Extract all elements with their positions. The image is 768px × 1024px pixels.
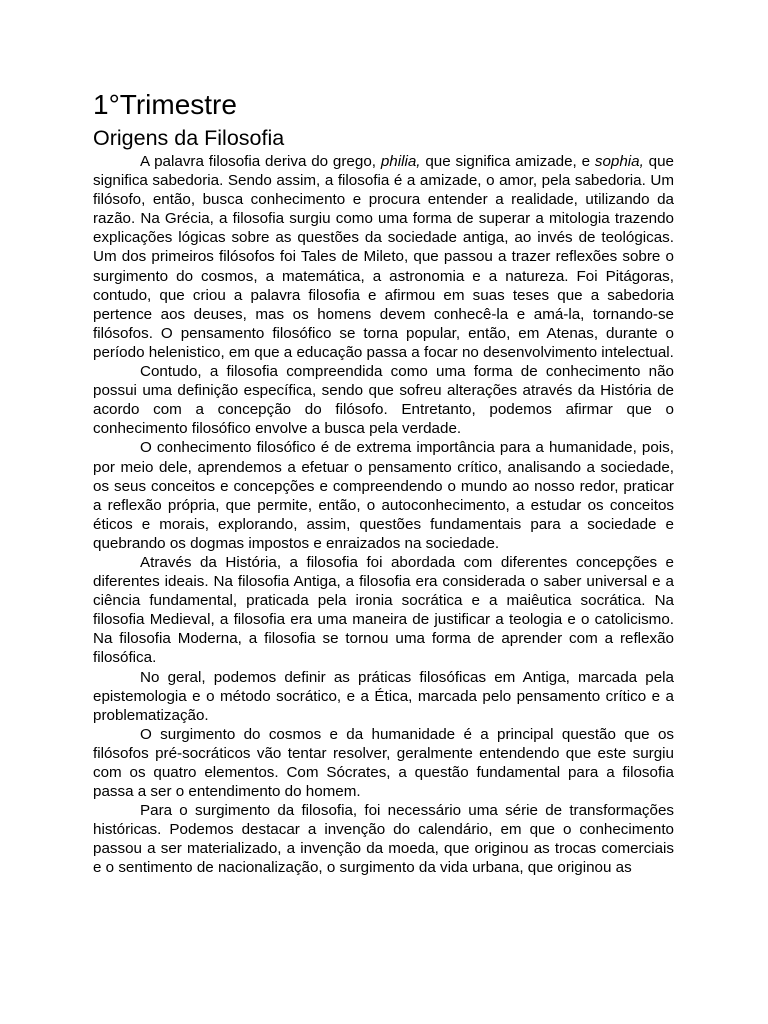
page-title: 1°Trimestre (93, 89, 237, 120)
paragraph-5: No geral, podemos definir as práticas filosóficas em Antiga, marcada pela epistemologia e o método socrático, e a Ética, marcada pelo pensamento crítico e a problematização. (93, 668, 674, 724)
paragraph-1 (93, 152, 674, 362)
document-page (93, 88, 674, 878)
paragraph-6: O surgimento do cosmos e da humanidade é a principal questão que os filósofos pré-socráticos vão tentar resolver, geralmente entendendo que este surgiu com os quatro elementos. Com Sócrates, a questão fundamental para a filosofia passa a ser o entendimento do homem. (93, 725, 674, 801)
paragraph-1-text-a: A palavra filosofia deriva do grego, (140, 153, 381, 170)
paragraph-1-text-c: que significa sabedoria. Sendo assim, a filosofia é a amizade, o amor, pela sabedoria. Um filósofo, então, busca conhecimento e procura entender a realidade, utilizando da razão. Na Grécia, a filosofia surgiu como uma forma de superar a mitologia trazendo explicações lógicas sobre as questões da sociedade antiga, ao invés de teológicas. Um dos primeiros filósofos foi Tales de Mileto, que passou a trazer reflexões sobre o surgimento do cosmos, a matemática, a astronomia e a natureza. Foi Pitágoras, contudo, que criou a palavra filosofia e afirmou em suas teses que a sabedoria pertence aos deuses, mas os homens devem conhecê-la e amá-la, tornando-se filósofos. O pensamento filosófico se torna popular, então, em Atenas, durante o período helenistico, em que a educação passa a focar no desenvolvimento intelectual. (93, 153, 674, 361)
term-sophia: sophia, (594, 153, 644, 170)
paragraph-7: Para o surgimento da filosofia, foi necessário uma série de transformações históricas. Podemos destacar a invenção do calendário, em que o conhecimento passou a ser materializado, a invenção da moeda, que originou as trocas comerciais e o sentimento de nacionalização, o surgimento da vida urbana, que originou as (93, 802, 674, 877)
paragraph-4: Através da História, a filosofia foi abordada com diferentes concepções e diferentes ideais. Na filosofia Antiga, a filosofia era considerada o saber universal e a ciência fundamental, praticada pela ironia socrática e a maiêutica socrática. Na filosofia Medieval, a filosofia era uma maneira de justificar a teologia e o catolicismo. Na filosofia Moderna, a filosofia se tornou uma forma de aprender com a reflexão filosófica. (93, 553, 674, 667)
paragraph-2: Contudo, a filosofia compreendida como uma forma de conhecimento não possui uma definição específica, sendo que sofreu alterações através da História de acordo com a concepção do filósofo. Entretanto, podemos afirmar que o conhecimento filosófico envolve a busca pela verdade. (93, 363, 674, 438)
paragraph-1-text-b: que significa amizade, e (420, 153, 595, 170)
term-philia: philia, (380, 153, 421, 170)
paragraph-3: O conhecimento filosófico é de extrema importância para a humanidade, pois, por meio dele, aprendemos a efetuar o pensamento crítico, analisando a sociedade, os seus conceitos e concepções e compreendendo o mundo ao nosso redor, praticar a reflexão própria, que permite, então, o autoconhecimento, a estudar os conceitos éticos e morais, explorando, assim, questões fundamentais para a sociedade e quebrando os dogmas impostos e enraizados na sociedade. (93, 439, 674, 552)
section-heading: Origens da Filosofia (93, 126, 285, 150)
